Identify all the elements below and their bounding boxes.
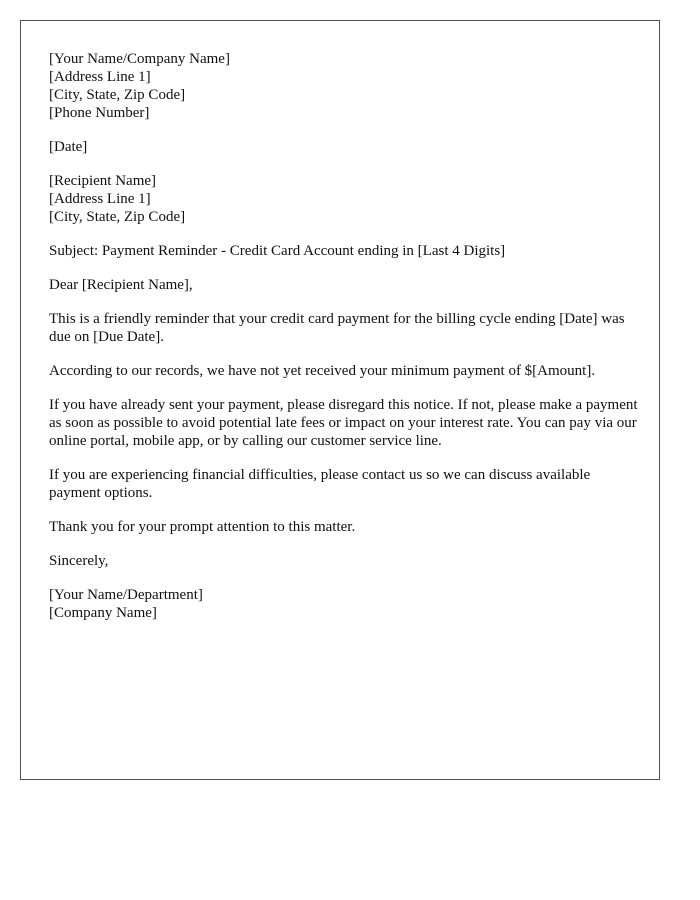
body-paragraph-3: If you have already sent your payment, please disregard this notice. If not, please make a payment as soon as possible to avoid potential late fees or impact on your interest rate. You can pay via our online portal, mobile app, or by calling our customer service line.	[49, 397, 638, 449]
signature-block	[49, 586, 639, 622]
recipient-block	[49, 172, 639, 226]
letter-date: [Date]	[49, 139, 88, 155]
sender-address: [Address Line 1]	[49, 69, 151, 85]
closing: Sincerely,	[49, 553, 109, 569]
letter-page	[20, 20, 660, 780]
date-block	[49, 138, 639, 156]
sender-name: [Your Name/Company Name]	[49, 51, 230, 67]
body-paragraph-5: Thank you for your prompt attention to this matter.	[49, 519, 356, 535]
sender-phone: [Phone Number]	[49, 105, 150, 121]
body-paragraph-1: This is a friendly reminder that your credit card payment for the billing cycle ending [Date] was due on [Due Date].	[49, 311, 625, 345]
recipient-address: [Address Line 1]	[49, 191, 151, 207]
body-paragraph-2: According to our records, we have not yet received your minimum payment of $[Amount].	[49, 363, 596, 379]
recipient-city-state-zip: [City, State, Zip Code]	[49, 209, 186, 225]
signature-company: [Company Name]	[49, 605, 157, 621]
signature-name: [Your Name/Department]	[49, 587, 203, 603]
recipient-name: [Recipient Name]	[49, 173, 157, 189]
letter-content	[49, 50, 639, 638]
sender-city-state-zip: [City, State, Zip Code]	[49, 87, 186, 103]
salutation: Dear [Recipient Name],	[49, 277, 193, 293]
sender-block	[49, 50, 639, 122]
subject-line: Subject: Payment Reminder - Credit Card Account ending in [Last 4 Digits]	[49, 243, 506, 259]
body-paragraph-4: If you are experiencing financial difficulties, please contact us so we can discuss available payment options.	[49, 467, 591, 501]
